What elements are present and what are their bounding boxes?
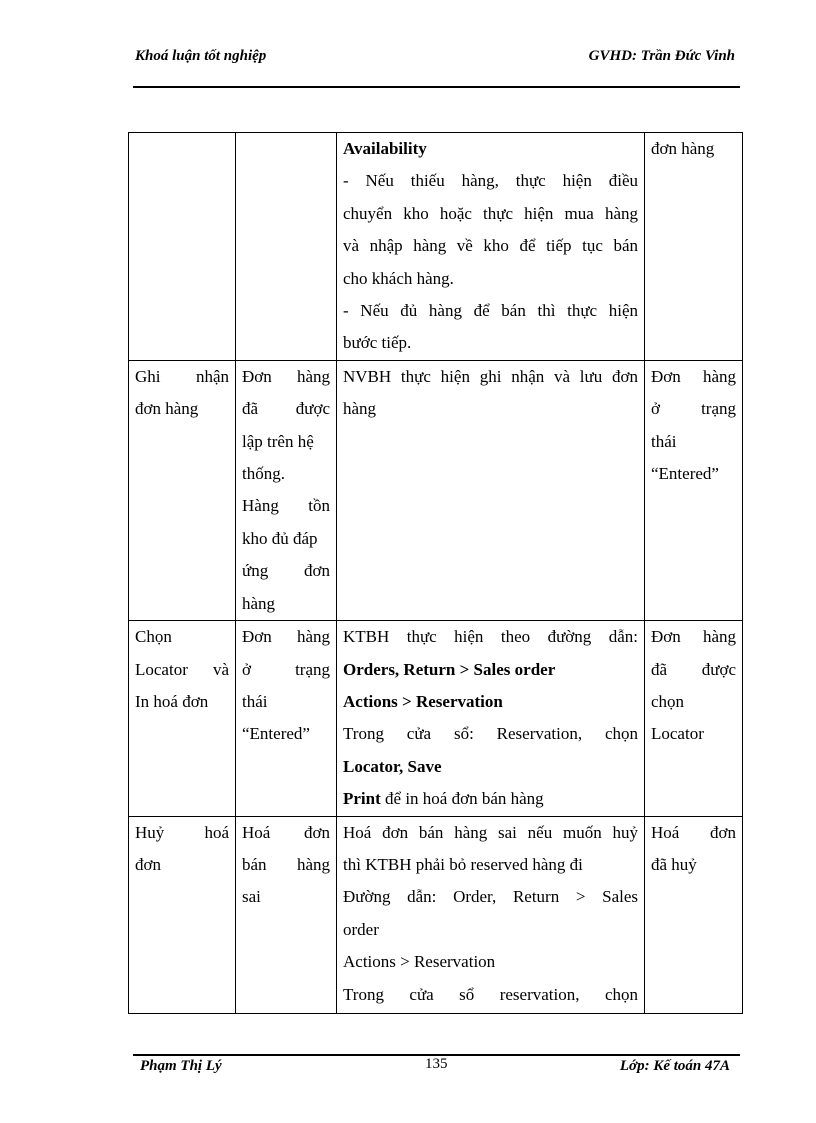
cell-line: chọn	[651, 691, 685, 711]
cell-line	[343, 783, 638, 815]
cell-line: - Nếu đủ hàng để bán thì thực hiện	[343, 301, 638, 321]
table-cell-step	[129, 133, 236, 361]
cell-line: Actions > Reservation	[343, 691, 503, 711]
cell-line: bán hàng	[242, 854, 330, 874]
table-cell-input	[236, 816, 337, 1013]
table-row	[129, 621, 743, 816]
cell-line: Đường dẫn: Order, Return > Sales	[343, 887, 638, 907]
cell-line: “Entered”	[651, 464, 719, 484]
cell-line: Hàng tồn	[242, 496, 330, 516]
cell-line: order	[343, 919, 379, 939]
page-number: 135	[425, 1056, 448, 1072]
cell-line: đơn hàng	[651, 139, 715, 158]
cell-line: đã được	[242, 399, 330, 419]
header-thesis-title: Khoá luận tốt nghiệp	[135, 48, 267, 64]
cell-line: Actions > Reservation	[343, 952, 496, 972]
table-cell-input	[236, 133, 337, 361]
cell-line: đơn hàng	[135, 399, 199, 419]
cell-line: đã được	[651, 659, 736, 679]
cell-line: Huỷ hoá	[135, 822, 229, 842]
table-cell-input	[236, 360, 337, 620]
table-cell-step	[129, 816, 236, 1013]
cell-line: Orders, Return > Sales order	[343, 659, 556, 679]
cell-line: và nhập hàng về kho để tiếp tục bán	[343, 236, 638, 256]
cell-line: Availability	[343, 139, 427, 158]
cell-line: “Entered”	[242, 724, 310, 744]
cell-line: Trong cửa sổ: Reservation, chọn	[343, 724, 638, 744]
footer-author: Phạm Thị Lý	[140, 1058, 222, 1074]
header-supervisor: GVHD: Trần Đức Vinh	[588, 48, 735, 64]
cell-line: đã huỷ	[651, 854, 697, 874]
cell-line: ứng đơn	[242, 561, 330, 581]
print-text: để in hoá đơn bán hàng	[380, 789, 544, 809]
cell-line: Đơn hàng	[242, 627, 330, 647]
cell-line: Trong cửa sổ reservation, chọn	[343, 984, 638, 1004]
table-cell-input	[236, 621, 337, 816]
cell-line: lập trên hệ	[242, 431, 314, 451]
page-header	[135, 48, 735, 68]
page-footer	[140, 1056, 730, 1080]
table-cell-description	[337, 133, 645, 361]
cell-line: đơn	[135, 854, 161, 874]
cell-line: thái	[651, 431, 677, 451]
table-row	[129, 133, 743, 361]
table-cell-output	[645, 360, 743, 620]
cell-line: KTBH thực hiện theo đường dẫn:	[343, 627, 638, 647]
cell-line: Locator	[651, 724, 704, 744]
cell-line: thái	[242, 691, 268, 711]
header-rule	[133, 86, 740, 88]
table-cell-output	[645, 621, 743, 816]
cell-line: Đơn hàng	[651, 627, 736, 647]
cell-line: cho khách hàng.	[343, 268, 454, 288]
cell-line: In hoá đơn	[135, 691, 209, 711]
footer-class: Lớp: Kế toán 47A	[619, 1058, 730, 1074]
table-cell-step	[129, 360, 236, 620]
table-cell-description	[337, 816, 645, 1013]
cell-line: Đơn hàng	[242, 366, 330, 386]
cell-line: thống.	[242, 464, 285, 484]
cell-line: Locator, Save	[343, 756, 442, 776]
cell-line: hàng	[242, 593, 276, 613]
table-cell-description	[337, 621, 645, 816]
cell-line: - Nếu thiếu hàng, thực hiện điều	[343, 171, 638, 191]
cell-line: Hoá đơn	[242, 822, 330, 842]
cell-line: Hoá đơn	[651, 822, 736, 842]
table-cell-output	[645, 816, 743, 1013]
cell-line: hàng	[343, 399, 377, 419]
cell-line: thì KTBH phải bỏ reserved hàng đi	[343, 854, 583, 874]
cell-line: Locator và	[135, 659, 229, 679]
cell-line: kho đủ đáp	[242, 528, 318, 548]
cell-line: Đơn hàng	[651, 366, 736, 386]
cell-line: NVBH thực hiện ghi nhận và lưu đơn	[343, 366, 638, 386]
cell-line: Hoá đơn bán hàng sai nếu muốn huỷ	[343, 822, 638, 842]
cell-line: ở trạng	[651, 399, 736, 419]
cell-line: ở trạng	[242, 659, 330, 679]
cell-line: chuyển kho hoặc thực hiện mua hàng	[343, 203, 638, 223]
process-table	[128, 132, 743, 1014]
table-row	[129, 360, 743, 620]
table-cell-step	[129, 621, 236, 816]
table-cell-description	[337, 360, 645, 620]
cell-line: Ghi nhận	[135, 366, 229, 386]
table-row	[129, 816, 743, 1013]
cell-line: bước tiếp.	[343, 333, 412, 353]
cell-line: sai	[242, 887, 261, 907]
table-cell-output	[645, 133, 743, 361]
print-keyword: Print	[343, 789, 381, 809]
cell-line: Chọn	[135, 627, 172, 647]
